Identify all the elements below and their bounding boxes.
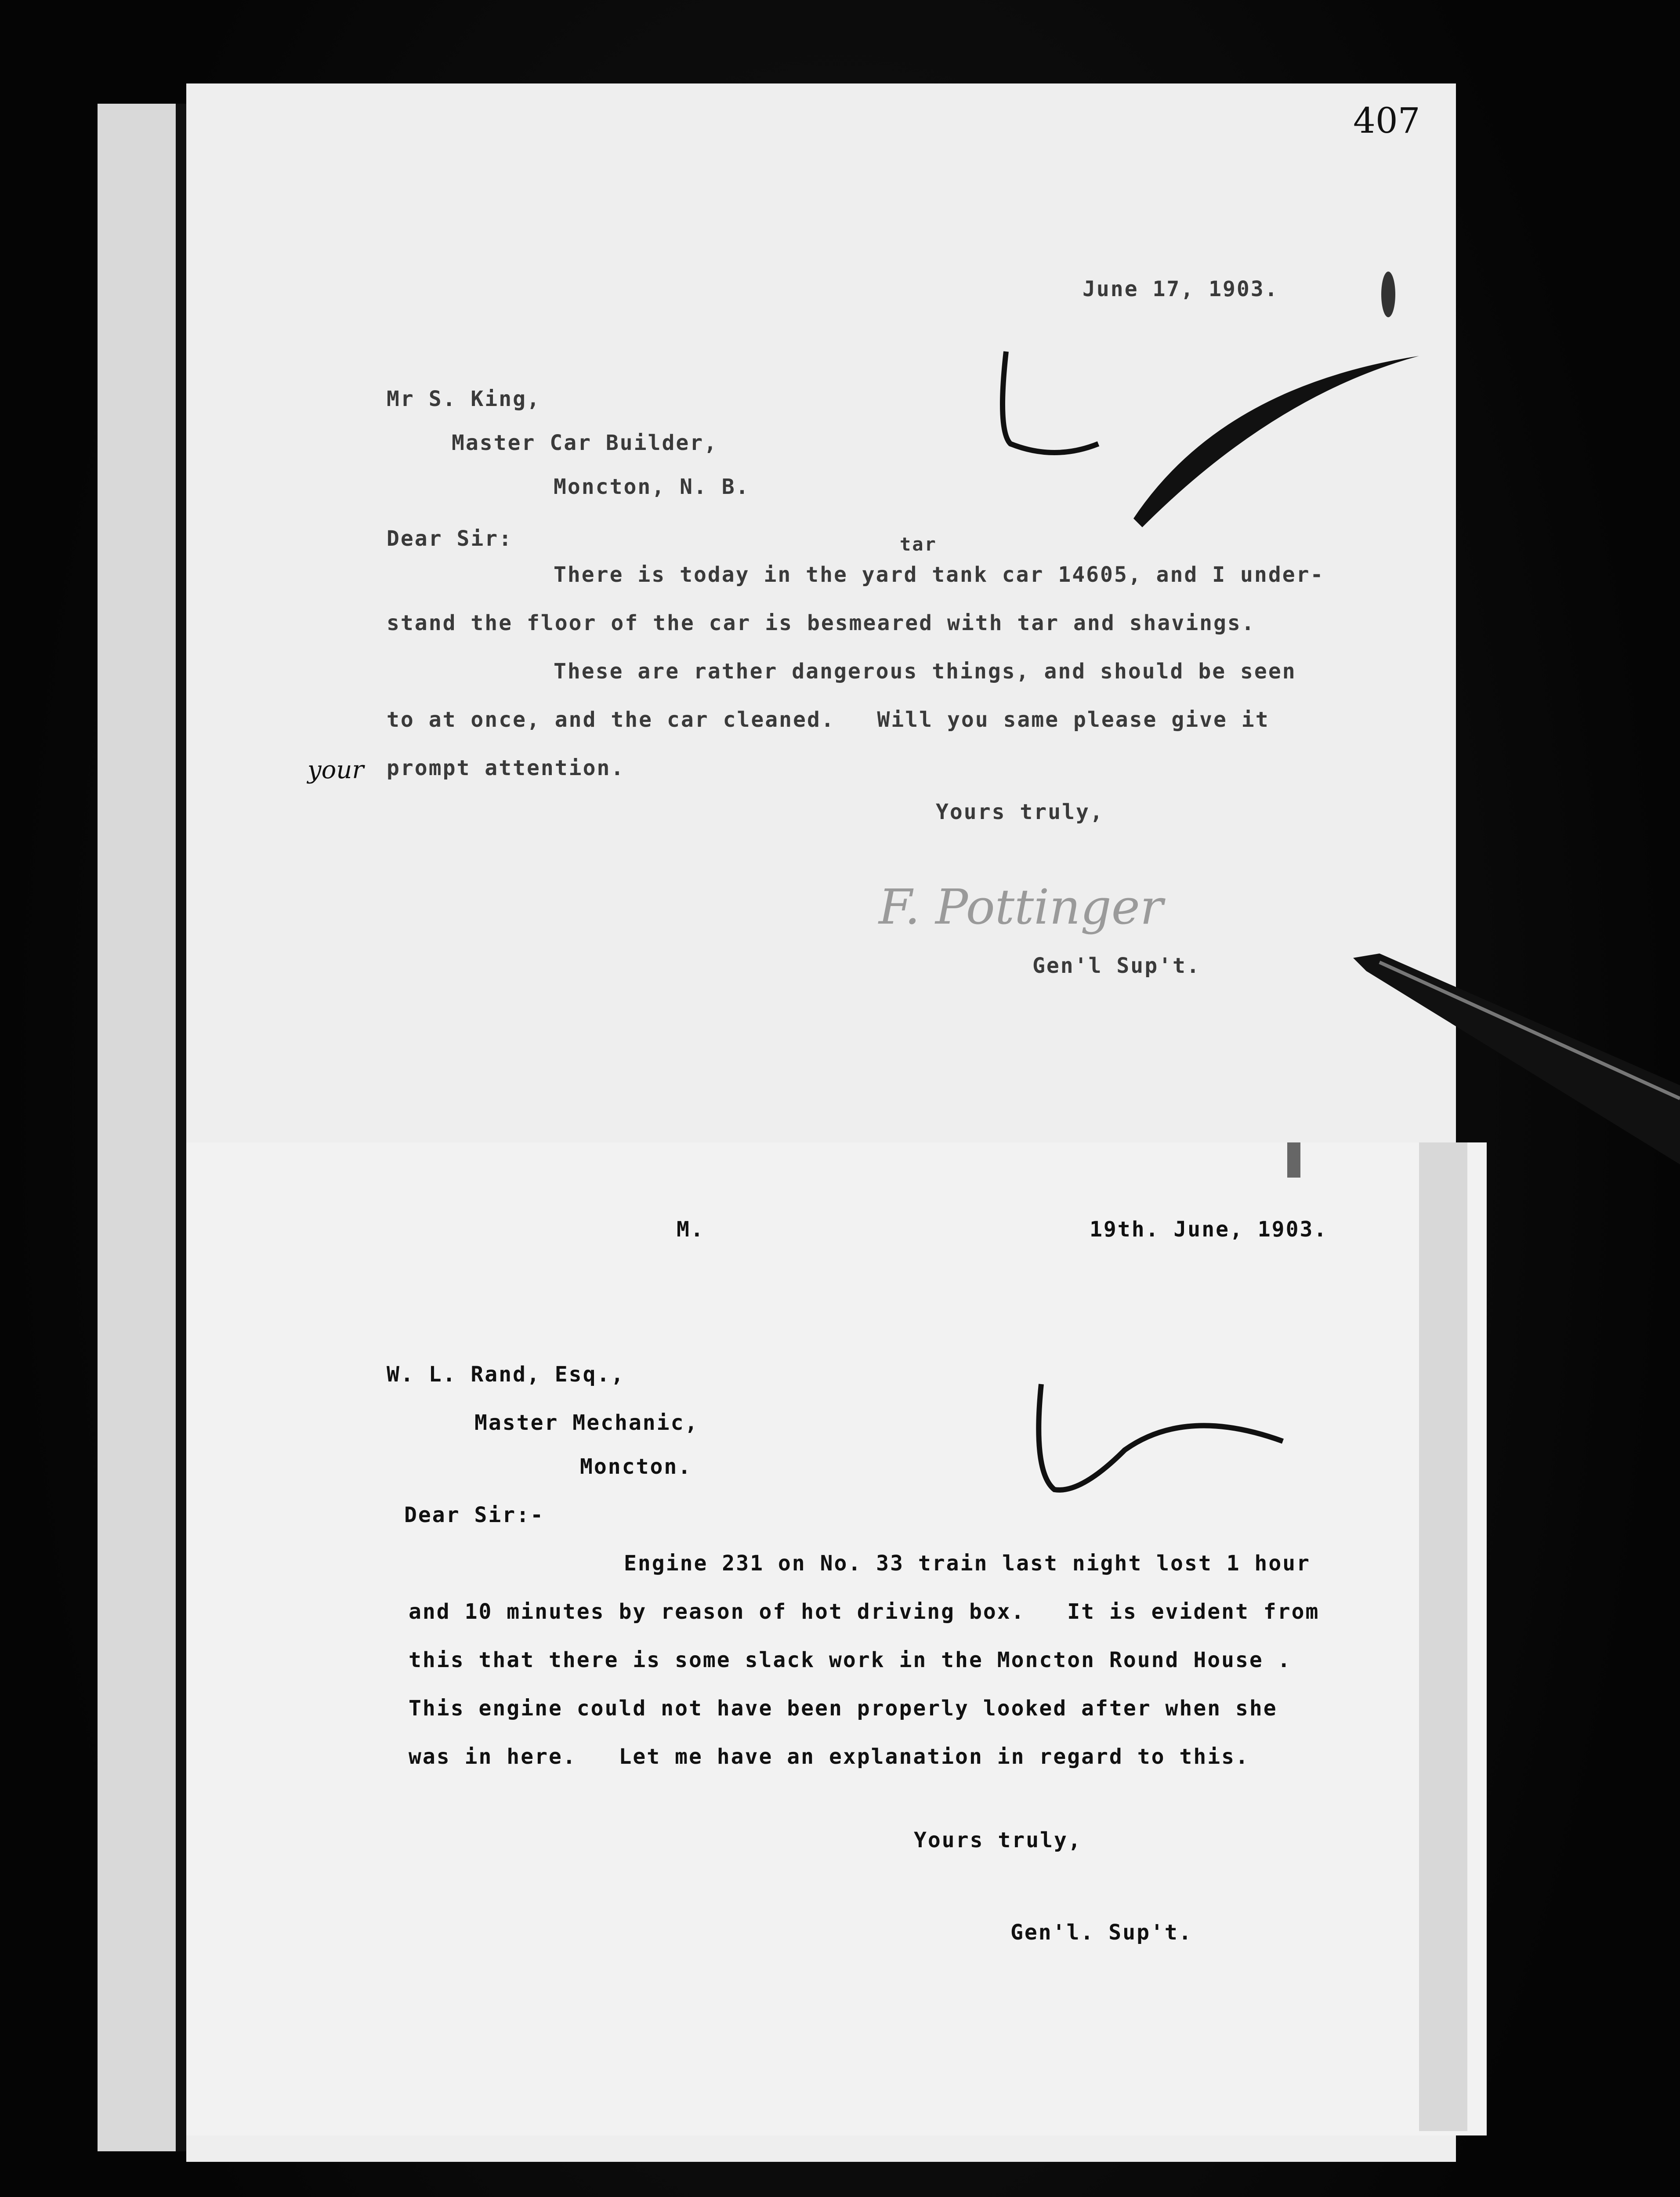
letter1-closing: Yours truly, xyxy=(936,800,1104,824)
letter2-body-line: This engine could not have been properly looked after when she xyxy=(409,1696,1278,1721)
pen-tip xyxy=(1353,953,1680,1164)
letter1-body-line: stand the floor of the car is besmeared with tar and shavings. xyxy=(387,611,1256,635)
letter1-salutation: Dear Sir: xyxy=(387,526,513,551)
letter2-body-line: this that there is some slack work in the Moncton Round House . xyxy=(409,1648,1292,1672)
letter2-date: 19th. June, 1903. xyxy=(1090,1217,1328,1242)
letter2-recipient-place: Moncton. xyxy=(580,1454,692,1479)
letter2-closing: Yours truly, xyxy=(914,1828,1082,1853)
letter1-body-line: These are rather dangerous things, and should be seen xyxy=(554,659,1296,684)
letter1-recipient-name: Mr S. King, xyxy=(387,387,541,411)
letter1-recipient-title: Master Car Builder, xyxy=(452,431,718,455)
letter1-body-line: prompt attention. xyxy=(387,756,625,780)
letter1-insertion: tar xyxy=(900,533,937,555)
letter1-date: June 17, 1903. xyxy=(1083,277,1279,301)
checkmark-1-flourish xyxy=(1133,356,1419,527)
letter1-signature: F. Pottinger xyxy=(879,879,1163,935)
handwritten-margin-note: your xyxy=(308,756,364,784)
page-number: 407 xyxy=(1353,100,1420,141)
letter2-recipient-name: W. L. Rand, Esq., xyxy=(387,1362,625,1387)
letter2-body-line: and 10 minutes by reason of hot driving box. It is evident from xyxy=(409,1599,1320,1624)
letter2-recipient-title: Master Mechanic, xyxy=(474,1410,699,1435)
stamp-mark xyxy=(1287,1142,1300,1178)
letter1-recipient-place: Moncton, N. B. xyxy=(554,475,750,499)
checkmark-2 xyxy=(1039,1384,1283,1490)
pen-highlight xyxy=(1379,962,1680,1098)
ink-blot xyxy=(1381,272,1395,317)
letter2-body-line: was in here. Let me have an explanation in regard to this. xyxy=(409,1744,1249,1769)
letter2-title: Gen'l. Sup't. xyxy=(1010,1920,1193,1945)
letter1-body-line: to at once, and the car cleaned. Will you same please give it xyxy=(387,707,1270,732)
letter2-salutation: Dear Sir:- xyxy=(404,1503,544,1527)
letter2-initial: M. xyxy=(677,1217,705,1242)
letter1-body-line: There is today in the yard tank car 14605, and I under- xyxy=(554,562,1325,587)
letter1-title: Gen'l Sup't. xyxy=(1032,953,1201,978)
letter2-body-line: Engine 231 on No. 33 train last night lost 1 hour xyxy=(624,1551,1311,1576)
checkmark-1 xyxy=(1003,352,1098,453)
